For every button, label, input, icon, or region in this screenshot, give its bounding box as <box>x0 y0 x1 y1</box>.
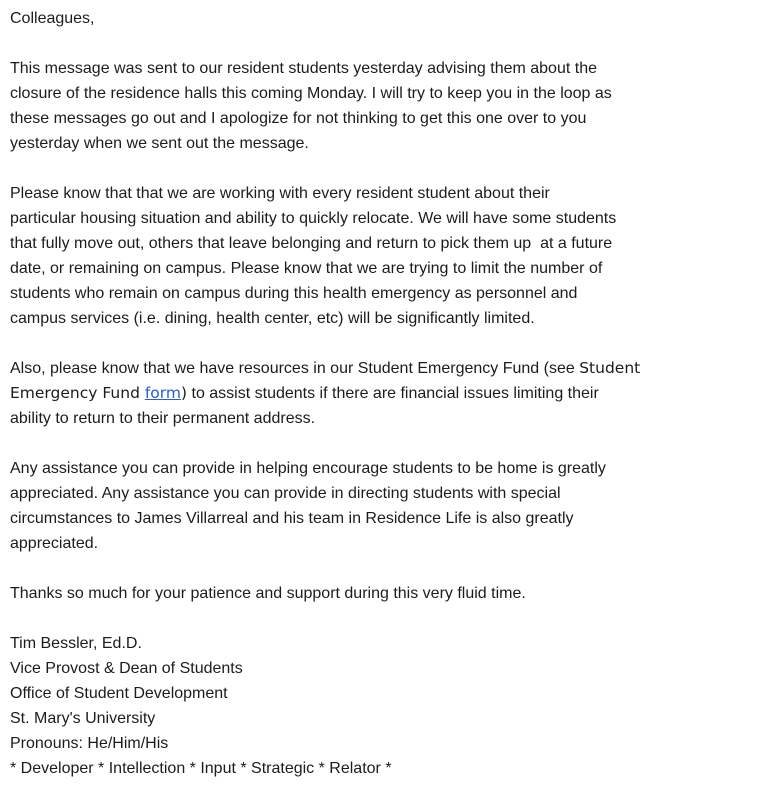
paragraph-5-line <box>10 581 750 606</box>
text-segment: Thanks so much for your patience and support during this very fluid time. <box>10 585 526 602</box>
paragraph-2 <box>10 181 750 331</box>
paragraph-1-line <box>10 131 750 156</box>
text-segment: ability to return to their permanent address. <box>10 410 316 427</box>
text-segment: students who remain on campus during this health emergency as personnel and <box>10 285 578 302</box>
paragraph-3 <box>10 356 750 431</box>
signature-line <box>10 731 750 756</box>
paragraph-1-line <box>10 56 750 81</box>
signature-line <box>10 631 750 656</box>
text-segment: closure of the residence halls this coming Monday. I will try to keep you in the loop as <box>10 85 612 102</box>
paragraph-4-line <box>10 506 750 531</box>
text-segment: Student <box>579 359 641 377</box>
text-segment: Colleagues, <box>10 10 95 27</box>
paragraph-5 <box>10 581 750 606</box>
paragraph-1-line <box>10 106 750 131</box>
paragraph-2-line <box>10 281 750 306</box>
text-segment: Tim Bessler, Ed.D. <box>10 635 142 652</box>
paragraph-3-line <box>10 406 750 431</box>
text-segment: yesterday when we sent out the message. <box>10 135 309 152</box>
text-segment: ) <box>180 384 188 402</box>
paragraph-1 <box>10 56 750 156</box>
signature-line <box>10 706 750 731</box>
signature-line <box>10 681 750 706</box>
paragraph-4 <box>10 456 750 556</box>
text-segment: these messages go out and I apologize for not thinking to get this one over to you <box>10 110 587 127</box>
signature <box>10 631 750 781</box>
text-segment: appreciated. Any assistance you can provide in directing students with special <box>10 485 561 502</box>
salutation <box>10 6 750 31</box>
text-segment: circumstances to James Villarreal and his team in Residence Life is also greatly <box>10 510 574 527</box>
text-segment: Emergency Fund <box>10 384 145 402</box>
text-segment: Office of Student Development <box>10 685 228 702</box>
signature-line <box>10 656 750 681</box>
paragraph-2-line <box>10 231 750 256</box>
paragraph-2-line <box>10 181 750 206</box>
text-segment: * Developer * Intellection * Input * Strategic * Relator * <box>10 760 392 777</box>
paragraph-1-line <box>10 81 750 106</box>
text-segment: This message was sent to our resident students yesterday advising them about the <box>10 60 597 77</box>
paragraph-4-line <box>10 481 750 506</box>
text-segment: particular housing situation and ability to quickly relocate. We will have some students <box>10 210 617 227</box>
paragraph-3-line <box>10 381 750 406</box>
text-segment: Vice Provost & Dean of Students <box>10 660 243 677</box>
text-segment: St. Mary's University <box>10 710 156 727</box>
text-segment: Also, please know that we have resources in our Student Emergency Fund (see <box>10 360 580 377</box>
text-segment: appreciated. <box>10 535 99 552</box>
paragraph-2-line <box>10 256 750 281</box>
paragraph-4-line <box>10 531 750 556</box>
paragraph-2-line <box>10 306 750 331</box>
text-segment: date, or remaining on campus. Please know that we are trying to limit the number of <box>10 260 603 277</box>
text-segment: Pronouns: He/Him/His <box>10 735 169 752</box>
text-segment: Please know that that we are working with every resident student about their <box>10 185 550 202</box>
salutation-line <box>10 6 750 31</box>
text-segment: Any assistance you can provide in helping encourage students to be home is greatly <box>10 460 606 477</box>
text-segment: to assist students if there are financial issues limiting their <box>187 385 599 402</box>
paragraph-3-line <box>10 356 750 381</box>
signature-line <box>10 756 750 781</box>
paragraph-4-line <box>10 456 750 481</box>
paragraph-2-line <box>10 206 750 231</box>
student-emergency-fund-form-link[interactable]: form <box>144 384 181 402</box>
text-segment: campus services (i.e. dining, health center, etc) will be significantly limited. <box>10 310 535 327</box>
text-segment: that fully move out, others that leave belonging and return to pick them up at a future <box>10 235 613 252</box>
